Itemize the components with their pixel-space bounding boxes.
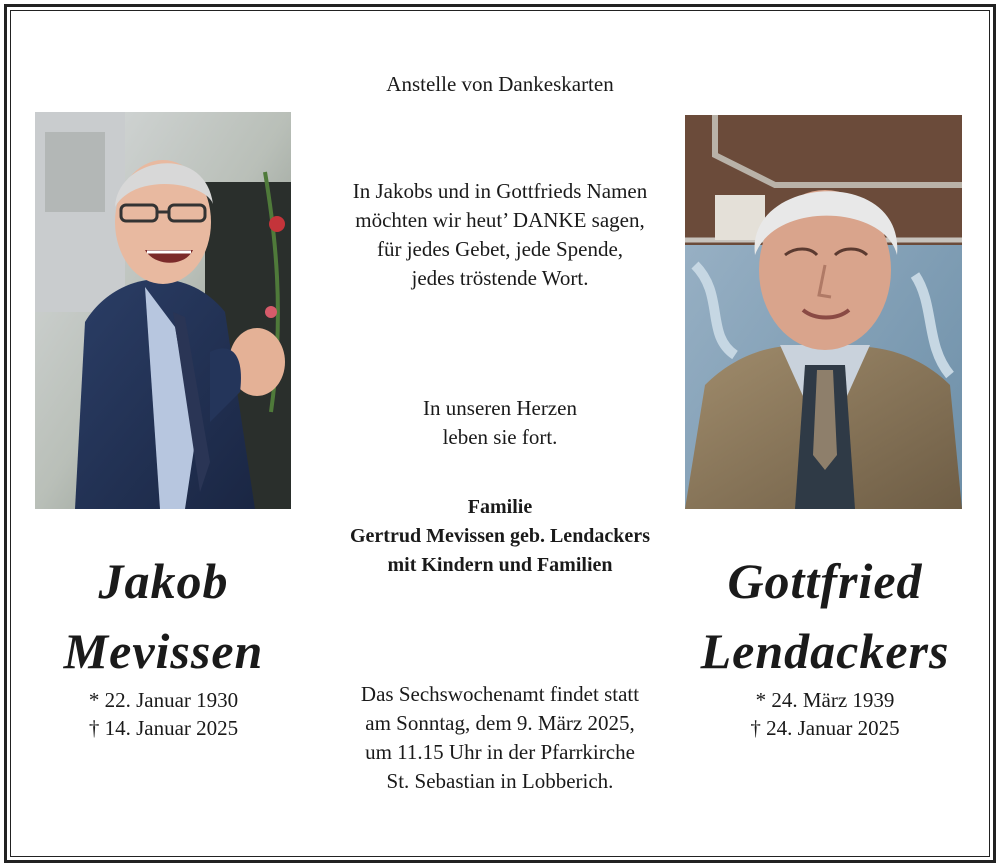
death-date: † 24. Januar 2025 xyxy=(750,716,900,740)
family-line: mit Kindern und Familien xyxy=(387,554,613,576)
verse-line: für jedes Gebet, jede Spende, xyxy=(376,237,624,261)
verse-line: jedes tröstende Wort. xyxy=(411,266,589,290)
photo-gottfried-lendackers xyxy=(685,115,962,509)
heart-text xyxy=(330,394,670,452)
header-text: Anstelle von Dankeskarten xyxy=(386,72,614,96)
birth-date: * 22. Januar 1930 xyxy=(88,688,239,712)
last-name: Lendackers xyxy=(700,623,950,679)
family-line: Gertrud Mevissen geb. Lendackers xyxy=(350,525,650,547)
name-jakob-mevissen xyxy=(36,546,291,686)
verse-line: möchten wir heut’ DANKE sagen, xyxy=(355,208,645,232)
heart-line: In unseren Herzen xyxy=(423,396,577,420)
heart-line: leben sie fort. xyxy=(442,425,558,449)
photo-jakob-mevissen xyxy=(35,112,291,509)
verse-text xyxy=(290,177,710,293)
dates-jakob-mevissen xyxy=(36,686,291,742)
name-gottfried-lendackers xyxy=(685,546,965,686)
service-line: am Sonntag, dem 9. März 2025, xyxy=(365,711,635,735)
service-announcement xyxy=(290,680,710,796)
last-name: Mevissen xyxy=(63,623,264,679)
service-line: St. Sebastian in Lobberich. xyxy=(386,769,614,793)
service-line: um 11.15 Uhr in der Pfarrkirche xyxy=(365,740,635,764)
family-line: Familie xyxy=(467,496,533,518)
family-signature xyxy=(270,493,730,580)
verse-line: In Jakobs und in Gottfrieds Namen xyxy=(352,179,648,203)
first-name: Jakob xyxy=(98,553,229,609)
death-date: † 14. Januar 2025 xyxy=(88,716,239,740)
service-line: Das Sechswochenamt findet statt xyxy=(360,682,640,706)
first-name: Gottfried xyxy=(727,553,923,609)
dates-gottfried-lendackers xyxy=(685,686,965,742)
birth-date: * 24. März 1939 xyxy=(755,688,895,712)
